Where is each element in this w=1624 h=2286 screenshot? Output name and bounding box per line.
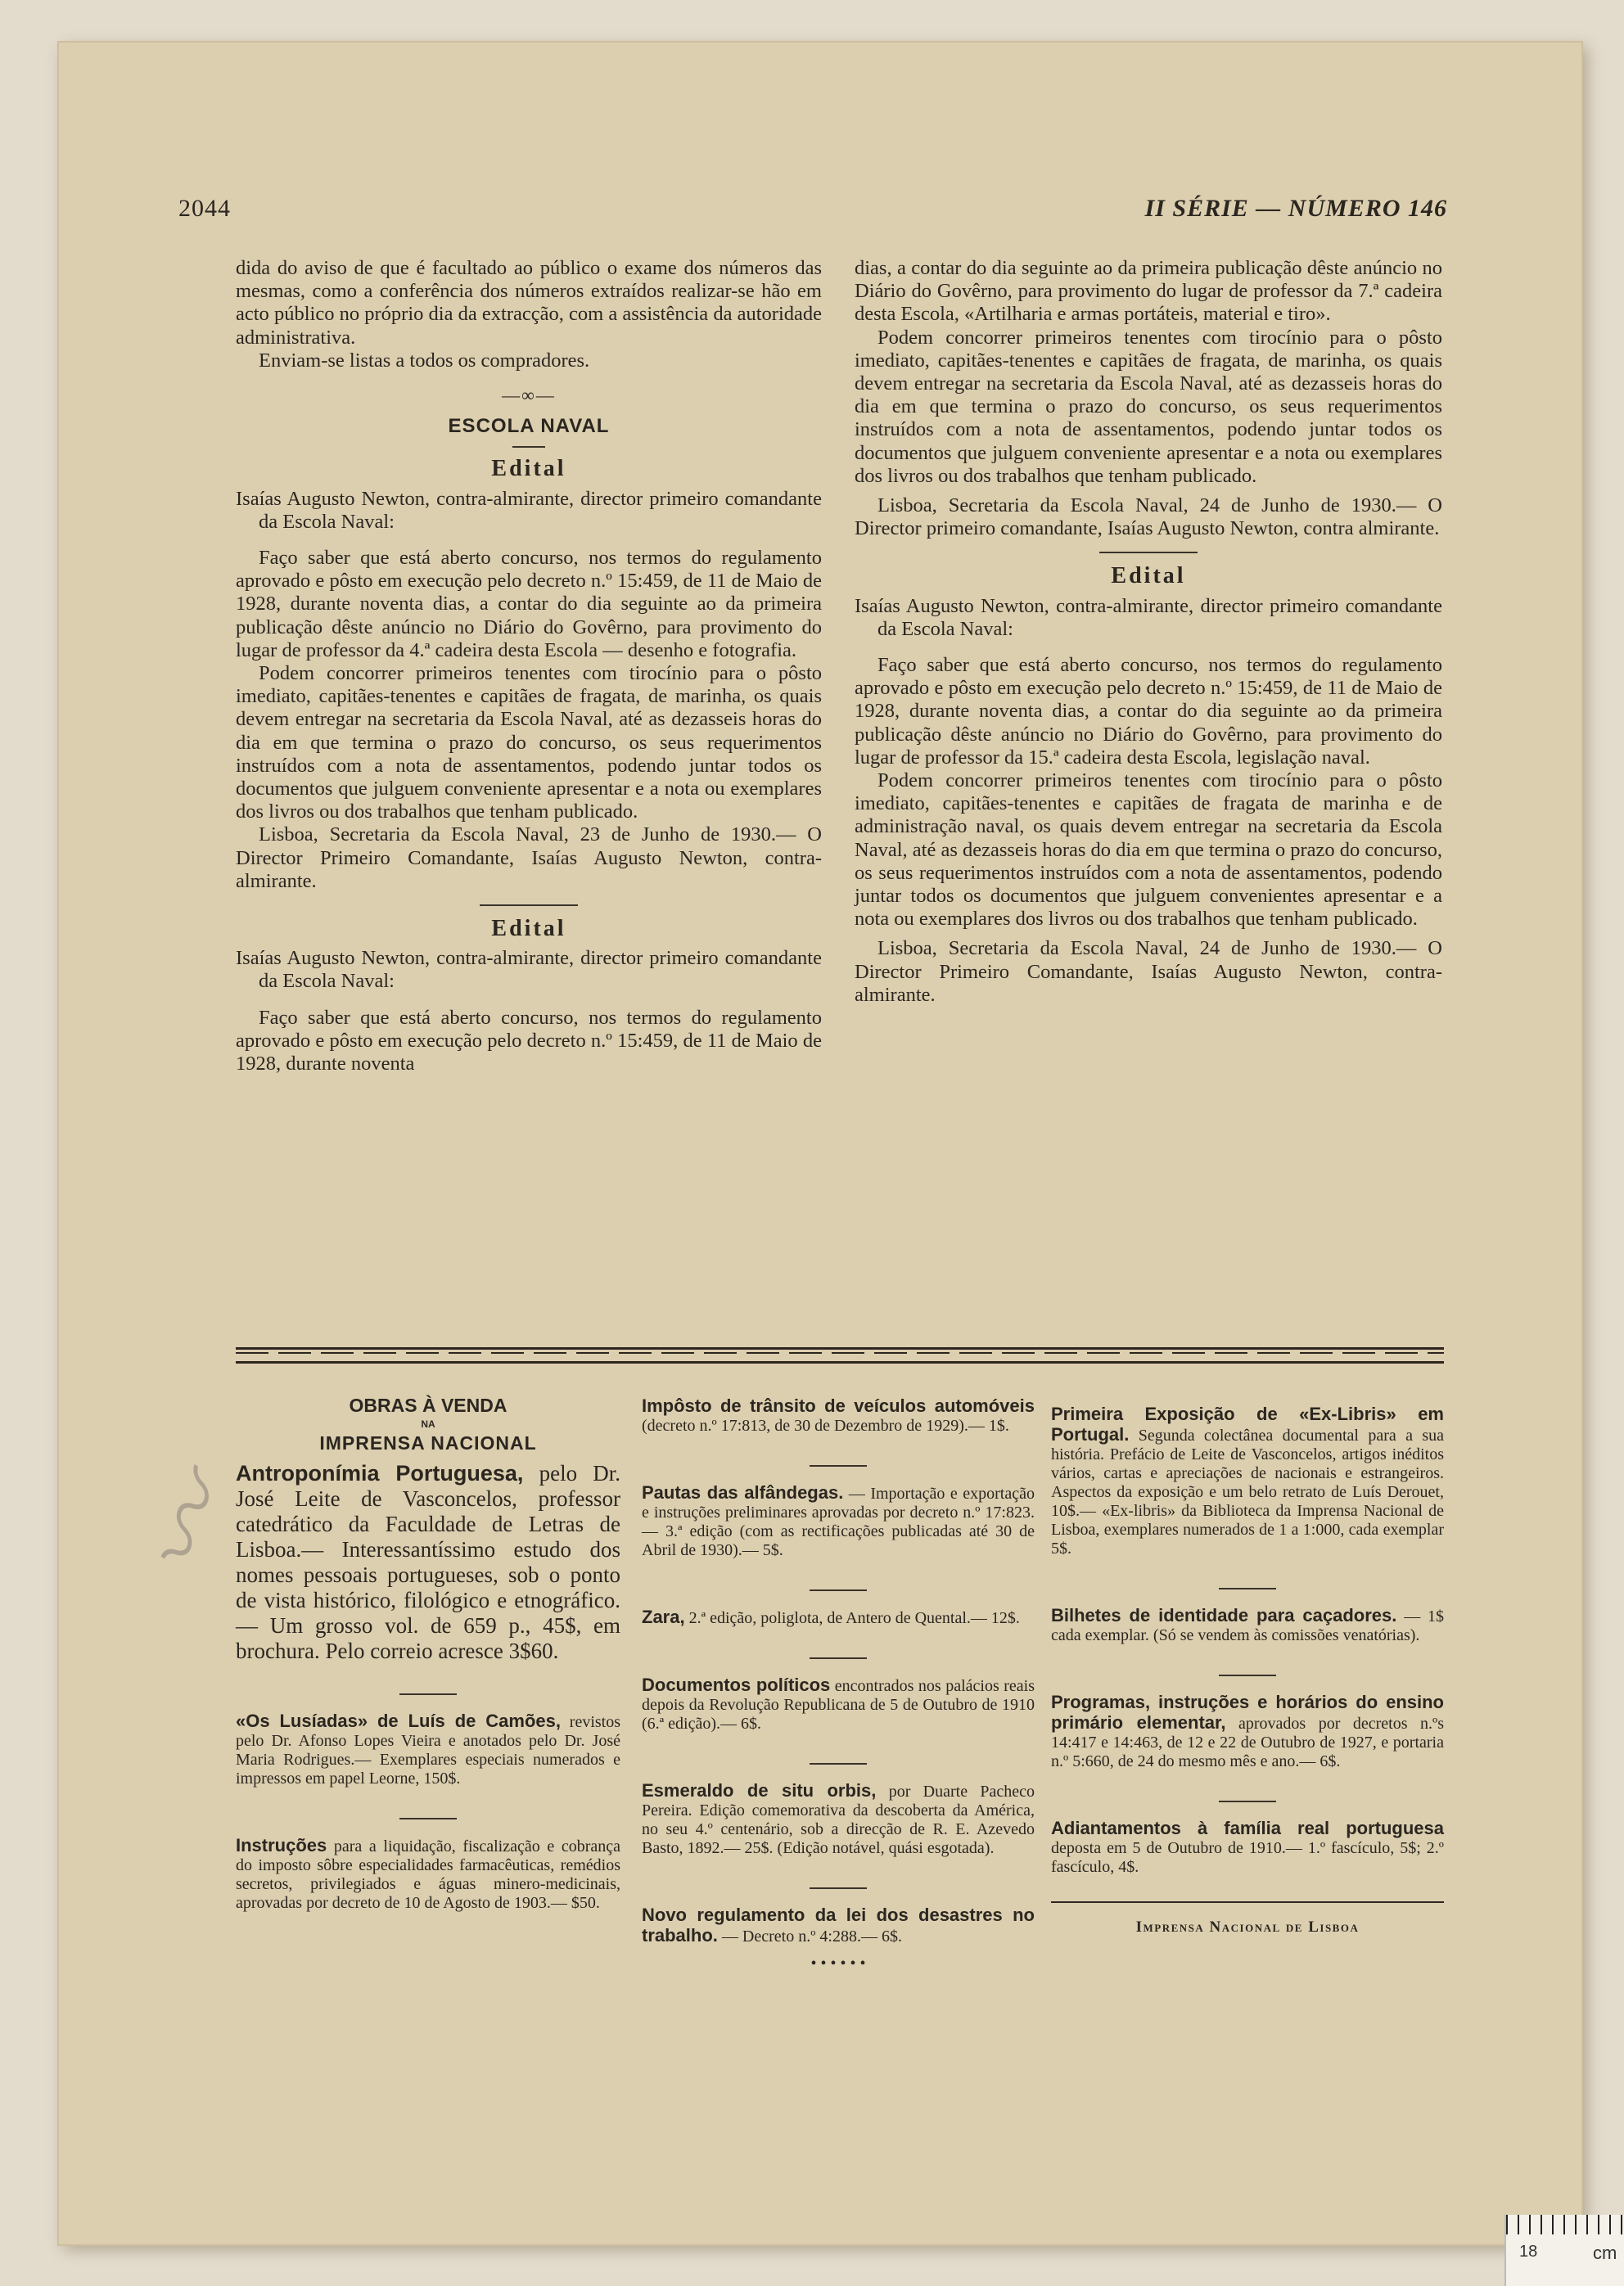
ad-title: Adiantamentos à família real portuguesa <box>1051 1818 1444 1838</box>
edital-paragraph: Podem concorrer primeiros tenentes com tirocínio para o pôsto imediato, capitães-tenentes e capitães de fragata, de marinha, os quais devem entregar na secretaria da Escola Naval, até as dezasseis horas do dia em que termina o prazo do concurso, os seus requerimentos instruídos com a nota de assentamentos, podendo juntar todos os documentos que julguem conveniente apresentar e a nota ou exemplares dos livros ou dos trabalhos que tenham publicado. <box>855 326 1442 487</box>
ad-title: Bilhetes de identidade para caçadores. <box>1051 1605 1397 1625</box>
ad-text: (decreto n.º 17:813, de 30 de Dezembro de 1929).— 1$. <box>642 1417 1009 1435</box>
ad-title: Impôsto de trânsito de veículos automóveis <box>642 1395 1035 1416</box>
rule <box>480 904 578 906</box>
ad-title: Novo regulamento da lei dos desastres no trabalho. <box>642 1905 1035 1946</box>
separator-ornament: —∞— <box>502 385 556 406</box>
ad-item <box>1051 1693 1444 1771</box>
ads-heading-na: NA <box>421 1418 435 1430</box>
pencil-scribble: 〰 <box>121 1463 258 1593</box>
edital-signature: Lisboa, Secretaria da Escola Naval, 23 de Junho de 1930.— O Director Primeiro Comandante, Isaías Augusto Newton, contra-almirante. <box>236 823 822 892</box>
edital-intro: Isaías Augusto Newton, contra-almirante, director primeiro comandante da Escola Naval: <box>855 594 1442 640</box>
series-number: II SÉRIE — NÚMERO 146 <box>1144 195 1447 222</box>
rule <box>512 446 545 448</box>
edital-signature: Lisboa, Secretaria da Escola Naval, 24 de Junho de 1930.— O Director primeiro comandante, Isaías Augusto Newton, contra almirante. <box>855 494 1442 540</box>
ad-text: revistos pelo Dr. Afonso Lopes Vieira e anotados pelo Dr. José Maria Rodrigues.— Exemplares especiais numerados e impressos em papel Leorne, 150$. <box>236 1713 621 1788</box>
edital-intro: Isaías Augusto Newton, contra-almirante, director primeiro comandante da Escola Naval: <box>236 947 822 993</box>
rule <box>810 1589 867 1591</box>
edital-paragraph: Podem concorrer primeiros tenentes com tirocínio para o pôsto imediato, capitães-tenentes e capitães de fragata, de marinha, os quais devem entregar na secretaria da Escola Naval, até as dezasseis horas do dia em que termina o prazo do concurso, os seus requerimentos instruídos com a nota de assentamentos, podendo juntar todos os documentos que julguem conveniente apresentar e a nota ou exemplares dos livros ou dos trabalhos que tenham publicado. <box>236 662 822 823</box>
section-title: ESCOLA NAVAL <box>448 415 610 438</box>
ad-text: pelo Dr. José Leite de Vasconcelos, professor catedrático da Faculdade de Letras de Lisboa.— Interessantíssimo estudo dos nomes pessoais portugueses, sob o ponto de vista histórico, filológico e etnográfico.— Um grosso vol. de 659 p., 45$, em brochura. Pelo correio acresce 3$60. <box>236 1461 620 1663</box>
edital-signature: Lisboa, Secretaria da Escola Naval, 24 de Junho de 1930.— O Director Primeiro Comandante, Isaías Augusto Newton, contra-almirante. <box>855 937 1442 1006</box>
ad-text: — Decreto n.º 4:288.— 6$. <box>721 1928 902 1946</box>
ads-heading: OBRAS À VENDA <box>349 1395 508 1416</box>
ad-item <box>236 1836 620 1913</box>
ad-item <box>642 1483 1035 1560</box>
ad-item <box>1051 1405 1444 1558</box>
dots-ornament: • • • • • • <box>810 1955 866 1973</box>
rule <box>810 1465 867 1467</box>
rule <box>399 1818 457 1819</box>
ad-title: Primeira Exposição de «Ex-Libris» em Portugal. <box>1051 1404 1444 1445</box>
left-column <box>236 257 822 1075</box>
rule <box>810 1763 867 1765</box>
ad-text: — Importação e exportação e instruções preliminares aprovadas por decreto n.º 17:823.— 3.ª edição (com as rectificações publicadas até 30 de Abril de 1930).— 5$. <box>642 1485 1035 1559</box>
ad-title: Pautas das alfândegas. <box>642 1482 844 1503</box>
ad-item <box>236 1461 620 1664</box>
ruler-unit: cm <box>1593 2243 1617 2263</box>
ruler-label: 18 <box>1519 2243 1538 2261</box>
ad-text: para a liquidação, fiscalização e cobrança do imposto sôbre especialidades farmacêuticas, remédios secretos, privilegiados e águas minero-medicinais, aprovadas por decreto de 10 de Agosto de 1903.— $50. <box>236 1837 621 1912</box>
edital-paragraph: Faço saber que está aberto concurso, nos termos do regulamento aprovado e pôsto em execução pelo decreto n.º 15:459, de 11 de Maio de 1928, durante noventa dias, a contar do dia seguinte ao da primeira publicação dêste anúncio no Diário do Govêrno, para provimento do lugar de professor da 4.ª cadeira desta Escola — desenho e fotografia. <box>236 547 822 661</box>
ad-text: aprovados por decretos n.ºs 14:417 e 14:463, de 12 e 22 de Outubro de 1927, e portaria n.º 5:660, de 24 do mesmo mês e ano.— 6$. <box>1051 1715 1444 1770</box>
intro-send-text: Enviam-se listas a todos os compradores. <box>259 349 590 372</box>
ad-text: Segunda colectânea documental para a sua história. Prefácio de Leite de Vasconcelos, artigos inéditos vários, cartas e apreciações de nacionais e estrangeiros. Aspectos da exposição e um belo retrato de Luís Derouet, 10$.— «Ex-libris» da Biblioteca da Imprensa Nacional de Lisboa, exemplares numerados de 1 a 1:000, cada exemplar 5$. <box>1051 1427 1444 1558</box>
edital-title: Edital <box>1111 563 1186 589</box>
rule <box>1099 552 1198 553</box>
ad-item <box>642 1781 1035 1858</box>
rule <box>1219 1801 1276 1802</box>
ads-column-2 <box>642 1396 1035 1973</box>
right-column <box>855 257 1442 1007</box>
ads-heading-imprensa: IMPRENSA NACIONAL <box>319 1432 537 1454</box>
page-number: 2044 <box>178 195 231 222</box>
ad-item <box>1051 1819 1444 1877</box>
ad-title: Esmeraldo de situ orbis, <box>642 1780 877 1801</box>
edital-title: Edital <box>491 456 566 482</box>
rule <box>810 1657 867 1659</box>
edital-title: Edital <box>491 916 566 942</box>
page-header <box>178 195 1447 223</box>
ads-column-3 <box>1051 1405 1444 1937</box>
ad-item <box>642 1675 1035 1734</box>
rule <box>399 1693 457 1695</box>
ad-item <box>642 1607 1035 1628</box>
edital-paragraph: Faço saber que está aberto concurso, nos termos do regulamento aprovado e pôsto em execução pelo decreto n.º 15:459, de 11 de Maio de 1928, durante noventa dias, a contar do dia seguinte ao da primeira publicação dêste anúncio no Diário do Govêrno, para provimento do lugar de professor da 15.ª cadeira desta Escola, legislação naval. <box>855 654 1442 769</box>
rule <box>1219 1675 1276 1676</box>
ad-title: Documentos políticos <box>642 1675 831 1695</box>
imprint-line: Imprensa Nacional de Lisboa <box>1135 1919 1360 1936</box>
ad-text: — 1$ cada exemplar. (Só se vendem às comissões venatórias). <box>1051 1607 1445 1644</box>
ad-item <box>642 1905 1035 1946</box>
ornamental-rule <box>236 1347 1444 1364</box>
ad-item <box>642 1396 1035 1436</box>
rule <box>810 1887 867 1889</box>
ads-column-1 <box>236 1396 620 1942</box>
ad-title: Antroponímia Portuguesa, <box>236 1461 524 1486</box>
ad-title: «Os Lusíadas» de Luís de Camões, <box>236 1711 561 1731</box>
ad-text: 2.ª edição, poliglota, de Antero de Quental.— 12$. <box>688 1609 1020 1627</box>
ad-item <box>236 1711 620 1788</box>
ad-text: encontrados nos palácios reais depois da Revolução Republicana de 5 de Outubro de 1910 (6.ª edição).— 6$. <box>642 1677 1035 1733</box>
ad-text: por Duarte Pacheco Pereira. Edição comemorativa da descoberta da América, no seu 4.º centenário, sob a direcção de R. E. Azevedo Basto, 1892.— 25$. (Edição notável, quási esgotada). <box>642 1783 1035 1857</box>
ad-item <box>1051 1606 1444 1645</box>
rule <box>1051 1901 1444 1903</box>
edital-paragraph: dias, a contar do dia seguinte ao da primeira publicação dêste anúncio no Diário do Govêrno, para provimento do lugar de professor da 7.ª cadeira desta Escola, «Artilharia e armas portáteis, material e tiro». <box>855 257 1442 326</box>
edital-paragraph: Podem concorrer primeiros tenentes com tirocínio para o pôsto imediato, capitães-tenentes e capitães de fragata de marinha e de administração naval, os quais devem entregar na secretaria da Escola Naval, até as dezasseis horas do dia em que termina o prazo do concurso, os seus requerimentos instruídos com a nota de assentamentos, podendo juntar todos os documentos que julguem convenientes apresentar e a nota ou exemplares dos livros ou dos trabalhos que tenham publicado. <box>855 769 1442 931</box>
ad-text: deposta em 5 de Outubro de 1910.— 1.º fascículo, 5$; 2.º fascículo, 4$. <box>1051 1839 1444 1876</box>
edital-intro: Isaías Augusto Newton, contra-almirante, director primeiro comandante da Escola Naval: <box>236 487 822 533</box>
rule <box>1219 1588 1276 1589</box>
intro-text: dida do aviso de que é facultado ao público o exame dos números das mesmas, como a conferência dos números extraídos realizar-se hão em acto público no próprio dia da extracção, com a assistência da autoridade administrativa. <box>236 257 822 349</box>
ad-title: Programas, instruções e horários do ensino primário elementar, <box>1051 1692 1444 1733</box>
edital-paragraph: Faço saber que está aberto concurso, nos termos do regulamento aprovado e pôsto em execução pelo decreto n.º 15:459, de 11 de Maio de 1928, durante noventa <box>236 1006 822 1075</box>
ad-title: Instruções <box>236 1835 327 1855</box>
ad-title: Zara, <box>642 1607 685 1627</box>
